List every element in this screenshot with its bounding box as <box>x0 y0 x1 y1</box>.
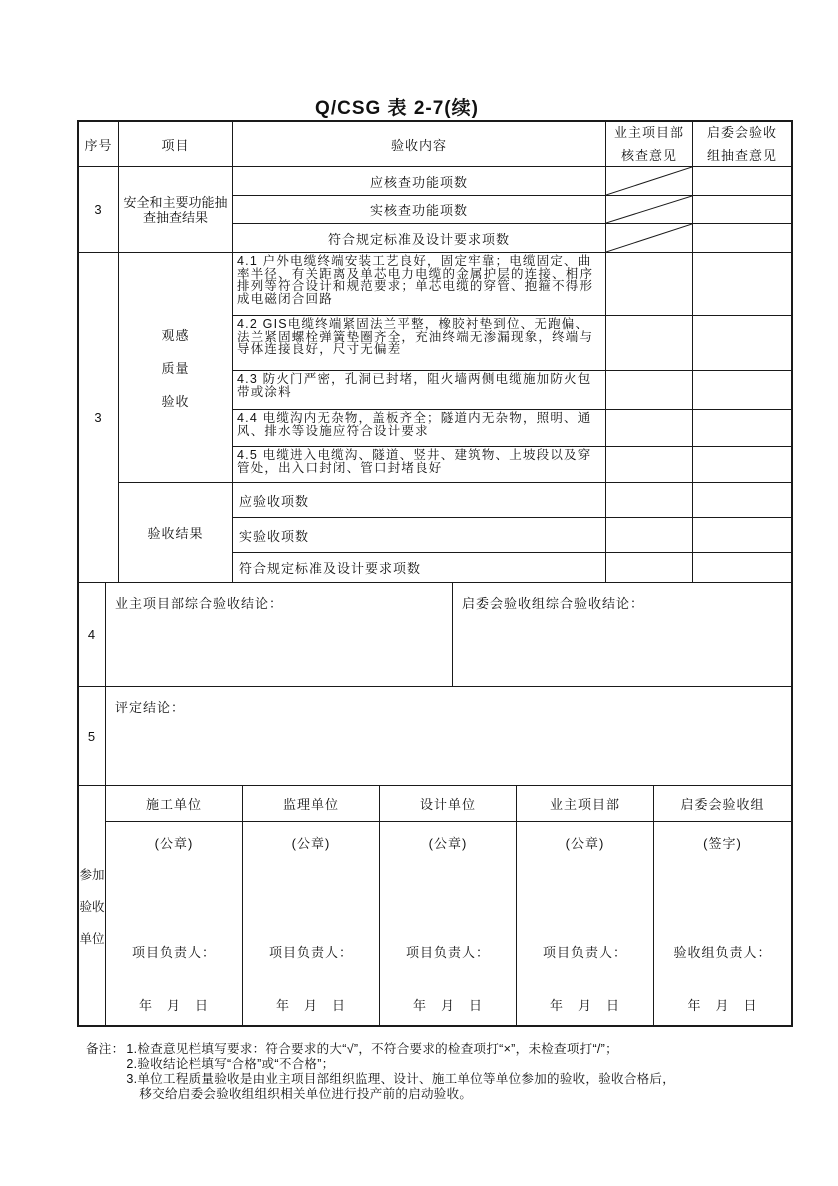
item-appearance-line3: 验收 <box>161 394 190 409</box>
owner-opinion-cell-slashed <box>606 196 693 224</box>
item-appearance-quality <box>119 253 233 483</box>
row-conform-accept-count: 符合规定标准及设计要求项数 <box>233 553 606 583</box>
notes-label: 备注： <box>86 1042 125 1056</box>
header-owner-line1: 业主项目部 <box>613 125 684 140</box>
unit-name-design: 设计单位 <box>380 786 517 822</box>
diagonal-slash <box>606 196 692 223</box>
committee-opinion-cell-empty <box>693 447 791 483</box>
committee-opinion-cell-empty <box>693 483 791 518</box>
row-should-accept-count: 应验收项数 <box>233 483 606 518</box>
seq-3b: 3 <box>79 253 119 583</box>
seq-5: 5 <box>79 687 106 786</box>
header-content: 验收内容 <box>233 122 606 167</box>
seal-label: (公章) <box>565 836 605 851</box>
header-committee-line2: 组抽查意见 <box>706 148 777 163</box>
participants-label-line2: 验收 <box>79 899 105 914</box>
header-item: 项目 <box>119 122 233 167</box>
owner-opinion-cell-empty <box>606 410 693 447</box>
seal-label: (公章) <box>154 836 194 851</box>
item-safety-function-check: 安全和主要功能抽查抽查结果 <box>119 167 233 253</box>
owner-opinion-cell-empty <box>606 316 693 371</box>
content-4-1: 4.1 户外电缆终端安装工艺良好，固定牢靠；电缆固定、曲率半径、有关距离及单芯电力电缆的金属护层的连接、相序排列等符合设计和规范要求；单芯电缆的穿管、抱箍不得形成电磁闭合回路 <box>233 253 606 316</box>
seq-4: 4 <box>79 583 106 687</box>
unit-name-startup-committee: 启委会验收组 <box>654 786 791 822</box>
item-appearance-line1: 观感 <box>161 328 190 343</box>
committee-opinion-cell-empty <box>693 553 791 583</box>
evaluation-conclusion: 评定结论： <box>106 687 791 786</box>
committee-opinion-cell-empty <box>693 316 791 371</box>
seal-label: (公章) <box>428 836 468 851</box>
date-label: 年 月 日 <box>138 998 209 1013</box>
unit-name-owner-project-dept: 业主项目部 <box>517 786 654 822</box>
sign-area-owner-project-dept <box>517 822 654 1025</box>
leader-label: 项目负责人： <box>131 945 216 960</box>
committee-opinion-cell-empty <box>693 196 791 224</box>
table-section-participants <box>79 786 791 1025</box>
leader-label: 验收组负责人： <box>673 945 772 960</box>
committee-opinion-cell-empty <box>693 167 791 196</box>
sign-area-startup-committee <box>654 822 791 1025</box>
content-4-5: 4.5 电缆进入电缆沟、隧道、竖井、建筑物、上坡段以及穿管处，出入口封闭、管口封堵良好 <box>233 447 606 483</box>
owner-opinion-cell-empty <box>606 553 693 583</box>
date-label: 年 月 日 <box>549 998 620 1013</box>
item-appearance-line2: 质量 <box>161 361 190 376</box>
row-conform-check-count: 符合规定标准及设计要求项数 <box>233 224 606 253</box>
committee-opinion-cell-empty <box>693 371 791 410</box>
item-acceptance-result: 验收结果 <box>119 483 233 583</box>
content-4-3: 4.3 防火门严密，孔洞已封堵，阻火墙两侧电缆施加防火包带或涂料 <box>233 371 606 410</box>
content-4-4: 4.4 电缆沟内无杂物，盖板齐全；隧道内无杂物，照明、通风、排水等设施应符合设计要求 <box>233 410 606 447</box>
header-owner-line2: 核查意见 <box>620 148 677 163</box>
owner-overall-conclusion: 业主项目部综合验收结论： <box>106 583 453 687</box>
owner-opinion-cell-empty <box>606 371 693 410</box>
content-4-2: 4.2 GIS电缆终端紧固法兰平整，橡胶衬垫到位、无跑偏、法兰紧固螺栓弹簧垫圈齐全，充油终端无渗漏现象，终端与导体连接良好，尺寸无偏差 <box>233 316 606 371</box>
unit-name-supervision: 监理单位 <box>243 786 380 822</box>
row-actual-check-count: 实核查功能项数 <box>233 196 606 224</box>
page-title: Q/CSG 表 2-7(续) <box>315 98 479 119</box>
sign-area-design <box>380 822 517 1025</box>
note-line-4: 移交给启委会验收组组织相关单位进行投产前的启动验收。 <box>139 1087 473 1101</box>
row-actual-accept-count: 实验收项数 <box>233 518 606 553</box>
owner-opinion-cell-empty <box>606 483 693 518</box>
header-committee-opinion <box>693 122 791 167</box>
seq-3a: 3 <box>79 167 119 253</box>
owner-opinion-cell-slashed <box>606 224 693 253</box>
diagonal-slash <box>606 167 692 195</box>
unit-name-construction: 施工单位 <box>106 786 243 822</box>
leader-label: 项目负责人： <box>268 945 353 960</box>
committee-opinion-cell-empty <box>693 410 791 447</box>
owner-opinion-cell-empty <box>606 518 693 553</box>
participants-label-line1: 参加 <box>79 867 105 882</box>
owner-opinion-cell-empty <box>606 253 693 316</box>
notes-lines <box>126 1042 675 1102</box>
note-line-1: 1.检查意见栏填写要求：符合要求的大“√”，不符合要求的检查项打“×”，未检查项打“/”； <box>126 1042 618 1056</box>
owner-opinion-cell-slashed <box>606 167 693 196</box>
header-seq: 序号 <box>79 122 119 167</box>
footnotes <box>86 1042 675 1102</box>
committee-overall-conclusion: 启委会验收组综合验收结论： <box>453 583 791 687</box>
diagonal-slash <box>606 224 692 252</box>
acceptance-form-table <box>77 120 793 1027</box>
header-committee-line1: 启委会验收 <box>706 125 777 140</box>
signature-label: (签字) <box>703 836 742 851</box>
sign-area-supervision <box>243 822 380 1025</box>
note-line-3: 3.单位工程质量验收是由业主项目部组织监理、设计、施工单位等单位参加的验收，验收合格后， <box>126 1072 676 1086</box>
committee-opinion-cell-empty <box>693 253 791 316</box>
leader-label: 项目负责人： <box>405 945 490 960</box>
sign-area-construction <box>106 822 243 1025</box>
seal-label: (公章) <box>291 836 331 851</box>
committee-opinion-cell-empty <box>693 518 791 553</box>
participants-label <box>79 786 106 1025</box>
table-section-top <box>79 122 791 583</box>
committee-opinion-cell-empty <box>693 224 791 253</box>
participants-label-line3: 单位 <box>79 931 105 946</box>
table-section-conclusions <box>79 583 791 786</box>
date-label: 年 月 日 <box>275 998 346 1013</box>
row-should-check-count: 应核查功能项数 <box>233 167 606 196</box>
leader-label: 项目负责人： <box>542 945 627 960</box>
header-owner-opinion <box>606 122 693 167</box>
note-line-2: 2.验收结论栏填写“合格”或“不合格”； <box>126 1057 335 1071</box>
owner-opinion-cell-empty <box>606 447 693 483</box>
date-label: 年 月 日 <box>687 998 758 1013</box>
date-label: 年 月 日 <box>412 998 483 1013</box>
